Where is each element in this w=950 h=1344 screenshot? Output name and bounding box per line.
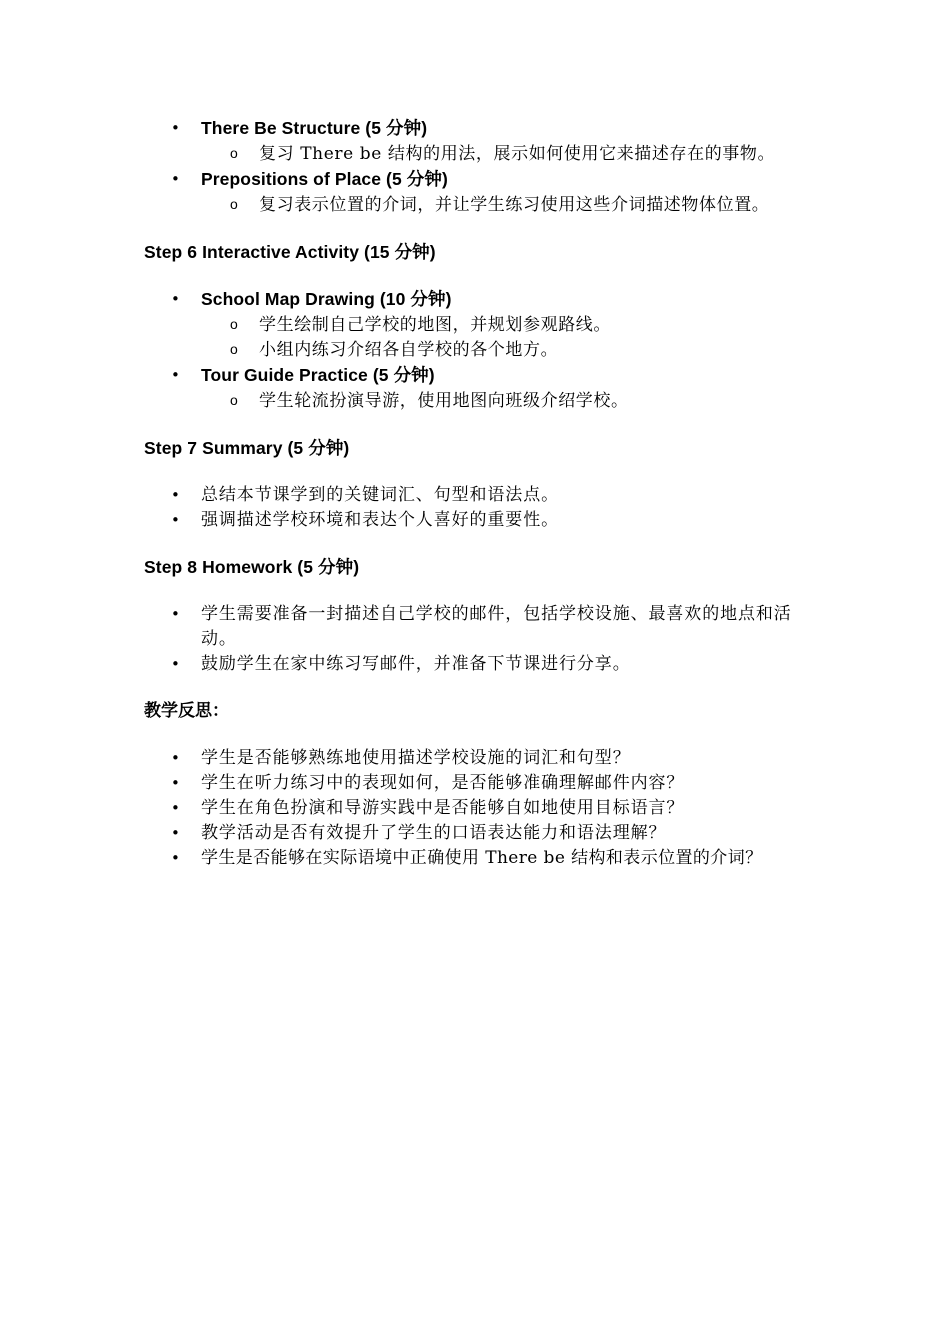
sub-list — [201, 142, 834, 167]
list-item — [144, 796, 834, 821]
item-text: 学生在听力练习中的表现如何，是否能够准确理解邮件内容？ — [201, 773, 685, 793]
reflection-heading: 教学反思： — [144, 701, 229, 721]
sub-item-text: 学生绘制自己学校的地图，并规划参观路线。 — [259, 315, 611, 335]
sub-list — [201, 313, 834, 363]
sub-list-item — [201, 193, 794, 218]
item-text: 强调描述学校环境和表达个人喜好的重要性。 — [201, 510, 559, 530]
document-page — [144, 116, 834, 871]
item-text: 学生是否能够在实际语境中正确使用 There be 结构和表示位置的介词？ — [201, 848, 763, 868]
item-title: School Map Drawing (10 分钟) — [201, 289, 452, 309]
item-text: 学生是否能够熟练地使用描述学校设施的词汇和句型？ — [201, 748, 631, 768]
item-text: 教学活动是否有效提升了学生的口语表达能力和语法理解？ — [201, 823, 667, 843]
step8-heading: Step 8 Homework (5 分钟) — [144, 557, 360, 577]
list-item — [144, 483, 834, 508]
list-item — [144, 652, 834, 677]
section5-list — [144, 116, 834, 218]
sub-item-text: 小组内练习介绍各自学校的各个地方。 — [259, 340, 559, 360]
list-item — [144, 746, 834, 771]
sub-list-item — [201, 389, 834, 414]
sub-list-item — [201, 313, 834, 338]
list-item — [144, 116, 834, 167]
sub-list — [201, 389, 834, 414]
list-item — [144, 846, 834, 871]
sub-list-item — [201, 338, 834, 363]
step7-heading: Step 7 Summary (5 分钟) — [144, 438, 350, 458]
reflection-list — [144, 746, 834, 871]
step6-heading: Step 6 Interactive Activity (15 分钟) — [144, 242, 436, 262]
sub-item-text: 学生轮流扮演导游，使用地图向班级介绍学校。 — [259, 391, 629, 411]
list-item — [144, 508, 834, 533]
item-text: 学生需要准备一封描述自己学校的邮件，包括学校设施、最喜欢的地点和活动。 — [201, 604, 792, 649]
item-text: 总结本节课学到的关键词汇、句型和语法点。 — [201, 485, 559, 505]
sub-item-text: 复习 There be 结构的用法，展示如何使用它来描述存在的事物。 — [259, 144, 776, 164]
sub-item-text: 复习表示位置的介词，并让学生练习使用这些介词描述物体位置。 — [259, 195, 770, 215]
list-item — [144, 771, 834, 796]
list-item — [144, 167, 834, 218]
item-title: There Be Structure (5 分钟) — [201, 118, 428, 138]
list-item — [144, 287, 834, 363]
item-title: Prepositions of Place (5 分钟) — [201, 169, 448, 189]
item-text: 鼓励学生在家中练习写邮件，并准备下节课进行分享。 — [201, 654, 631, 674]
list-item — [144, 602, 801, 652]
item-title: Tour Guide Practice (5 分钟) — [201, 365, 435, 385]
step6-list — [144, 287, 834, 414]
item-text: 学生在角色扮演和导游实践中是否能够自如地使用目标语言？ — [201, 798, 685, 818]
step8-list — [144, 602, 834, 677]
list-item — [144, 363, 834, 414]
step7-list — [144, 483, 834, 533]
sub-list-item — [201, 142, 834, 167]
sub-list — [201, 193, 834, 218]
list-item — [144, 821, 834, 846]
